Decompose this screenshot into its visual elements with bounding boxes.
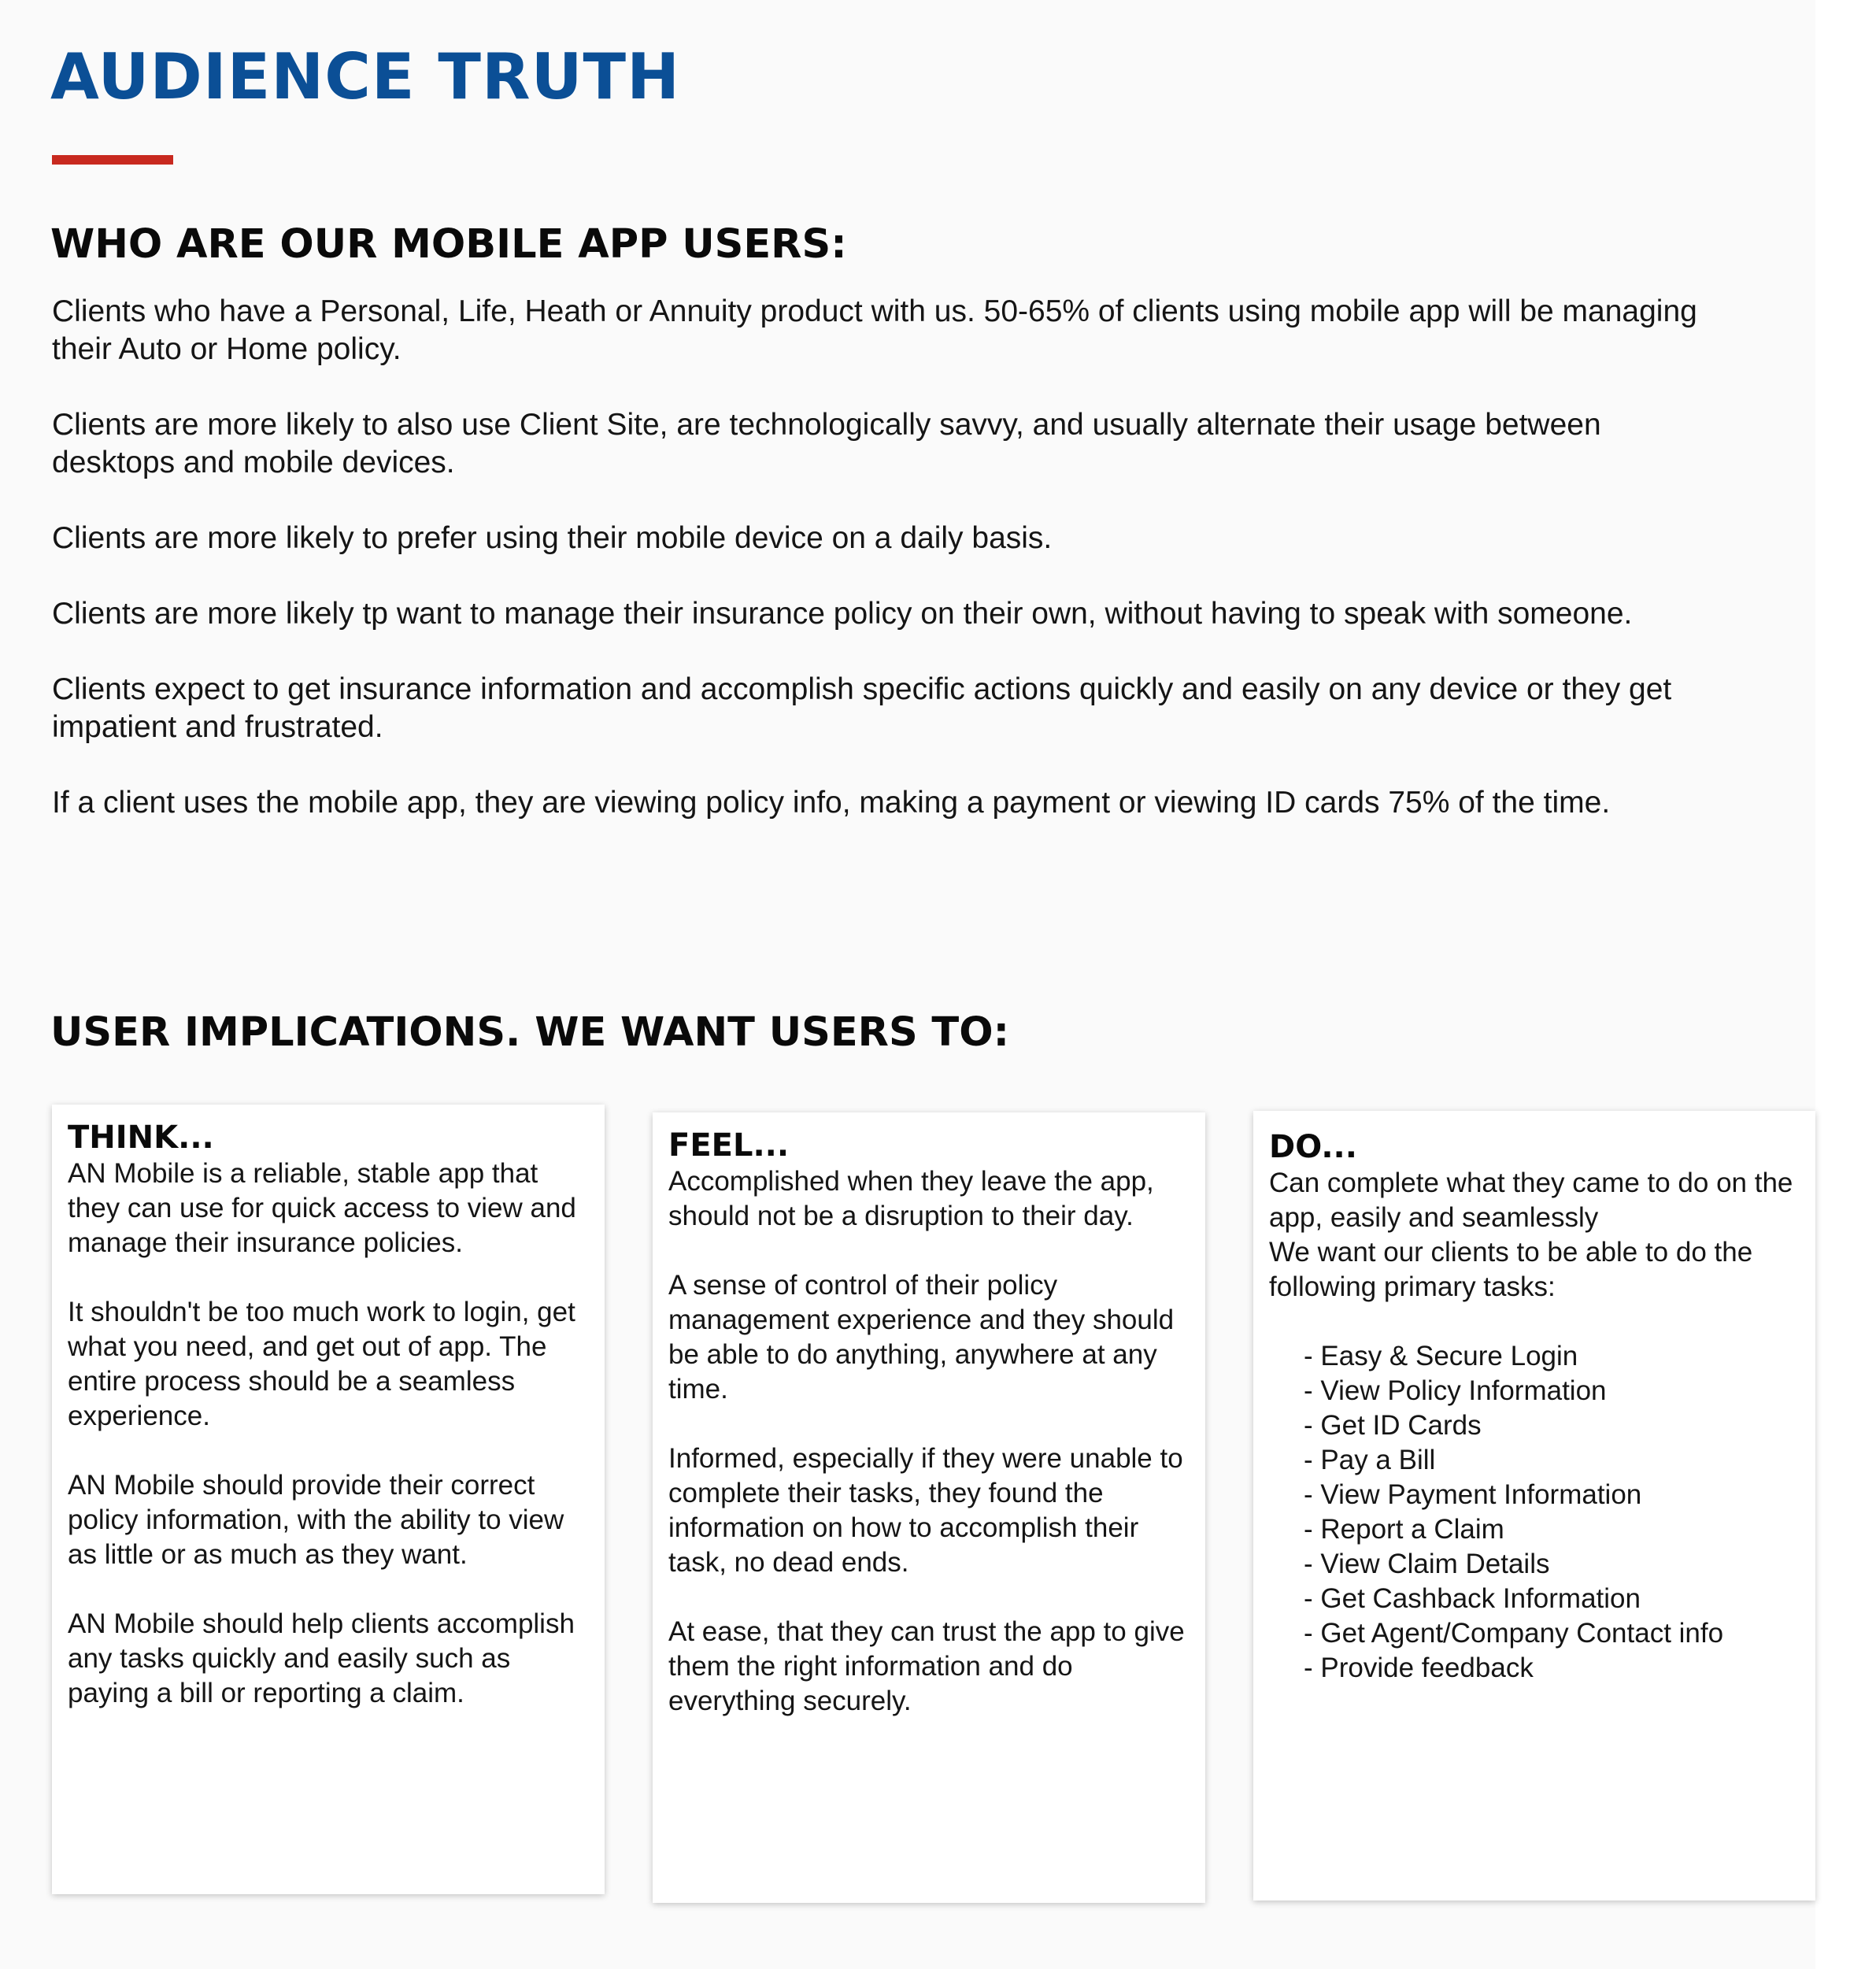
- task-list-item: - Easy & Secure Login: [1304, 1341, 1578, 1371]
- task-list-item: - Get Cashback Information: [1304, 1583, 1641, 1614]
- task-list-item: - Get Agent/Company Contact info: [1304, 1618, 1724, 1649]
- do-intro-line: Can complete what they came to do on the app, easily and seamlessly: [1269, 1168, 1793, 1233]
- feel-paragraph: At ease, that they can trust the app to give them the right information and do everything securely.: [668, 1616, 1185, 1716]
- title-accent-divider: [52, 155, 173, 165]
- who-paragraph: If a client uses the mobile app, they are viewing policy info, making a payment or viewing ID cards 75% of the time.: [52, 786, 1611, 820]
- do-card: [1253, 1111, 1815, 1901]
- page-title: AUDIENCE TRUTH: [50, 40, 681, 113]
- think-paragraph: AN Mobile should provide their correct policy information, with the ability to view as little or as much as they want.: [68, 1470, 564, 1570]
- feel-paragraph: Informed, especially if they were unable to complete their tasks, they found the information on how to accomplish their task, no dead ends.: [668, 1443, 1183, 1578]
- feel-card-title: FEEL...: [668, 1127, 790, 1164]
- do-intro-line: We want our clients to be able to do the following primary tasks:: [1269, 1237, 1753, 1302]
- task-list-item: - Provide feedback: [1304, 1653, 1534, 1683]
- task-list-item: - View Policy Information: [1304, 1375, 1607, 1406]
- think-card-title: THINK...: [68, 1120, 214, 1156]
- who-paragraph: Clients are more likely to prefer using their mobile device on a daily basis.: [52, 521, 1053, 555]
- feel-card: [653, 1112, 1205, 1903]
- task-list-item: - Report a Claim: [1304, 1514, 1504, 1545]
- implications-section-heading: USER IMPLICATIONS. WE WANT USERS TO:: [50, 1009, 1009, 1056]
- task-list-item: - Pay a Bill: [1304, 1445, 1436, 1475]
- who-paragraph: Clients expect to get insurance information and accomplish specific actions quickly and easily on any device or they get impatient and frustrated.: [52, 672, 1672, 744]
- feel-paragraph: A sense of control of their policy management experience and they should be able to do anything, anywhere at any time.: [668, 1270, 1175, 1405]
- do-card-title: DO...: [1269, 1129, 1357, 1165]
- task-list-item: - View Payment Information: [1304, 1479, 1642, 1510]
- who-section-heading: WHO ARE OUR MOBILE APP USERS:: [50, 221, 847, 268]
- who-paragraph: Clients who have a Personal, Life, Heath or Annuity product with us. 50-65% of clients using mobile app will be managing their Auto or Home policy.: [52, 294, 1697, 366]
- primary-task-list: [1269, 1339, 1800, 1686]
- who-paragraph: Clients are more likely tp want to manage their insurance policy on their own, without having to speak with someone.: [52, 597, 1633, 631]
- think-paragraph: AN Mobile is a reliable, stable app that they can use for quick access to view and manage their insurance policies.: [68, 1158, 576, 1258]
- task-list-item: - Get ID Cards: [1304, 1410, 1482, 1441]
- think-paragraph: It shouldn't be too much work to login, get what you need, and get out of app. The entire process should be a seamless experience.: [68, 1297, 575, 1431]
- task-list-item: - View Claim Details: [1304, 1549, 1550, 1579]
- think-paragraph: AN Mobile should help clients accomplish any tasks quickly and easily such as paying a bill or reporting a claim.: [68, 1608, 575, 1708]
- who-paragraph: Clients are more likely to also use Client Site, are technologically savvy, and usually alternate their usage between desktops and mobile devices.: [52, 408, 1601, 479]
- feel-paragraph: Accomplished when they leave the app, should not be a disruption to their day.: [668, 1166, 1154, 1231]
- who-section-body: [52, 293, 1721, 860]
- think-card: [52, 1105, 605, 1894]
